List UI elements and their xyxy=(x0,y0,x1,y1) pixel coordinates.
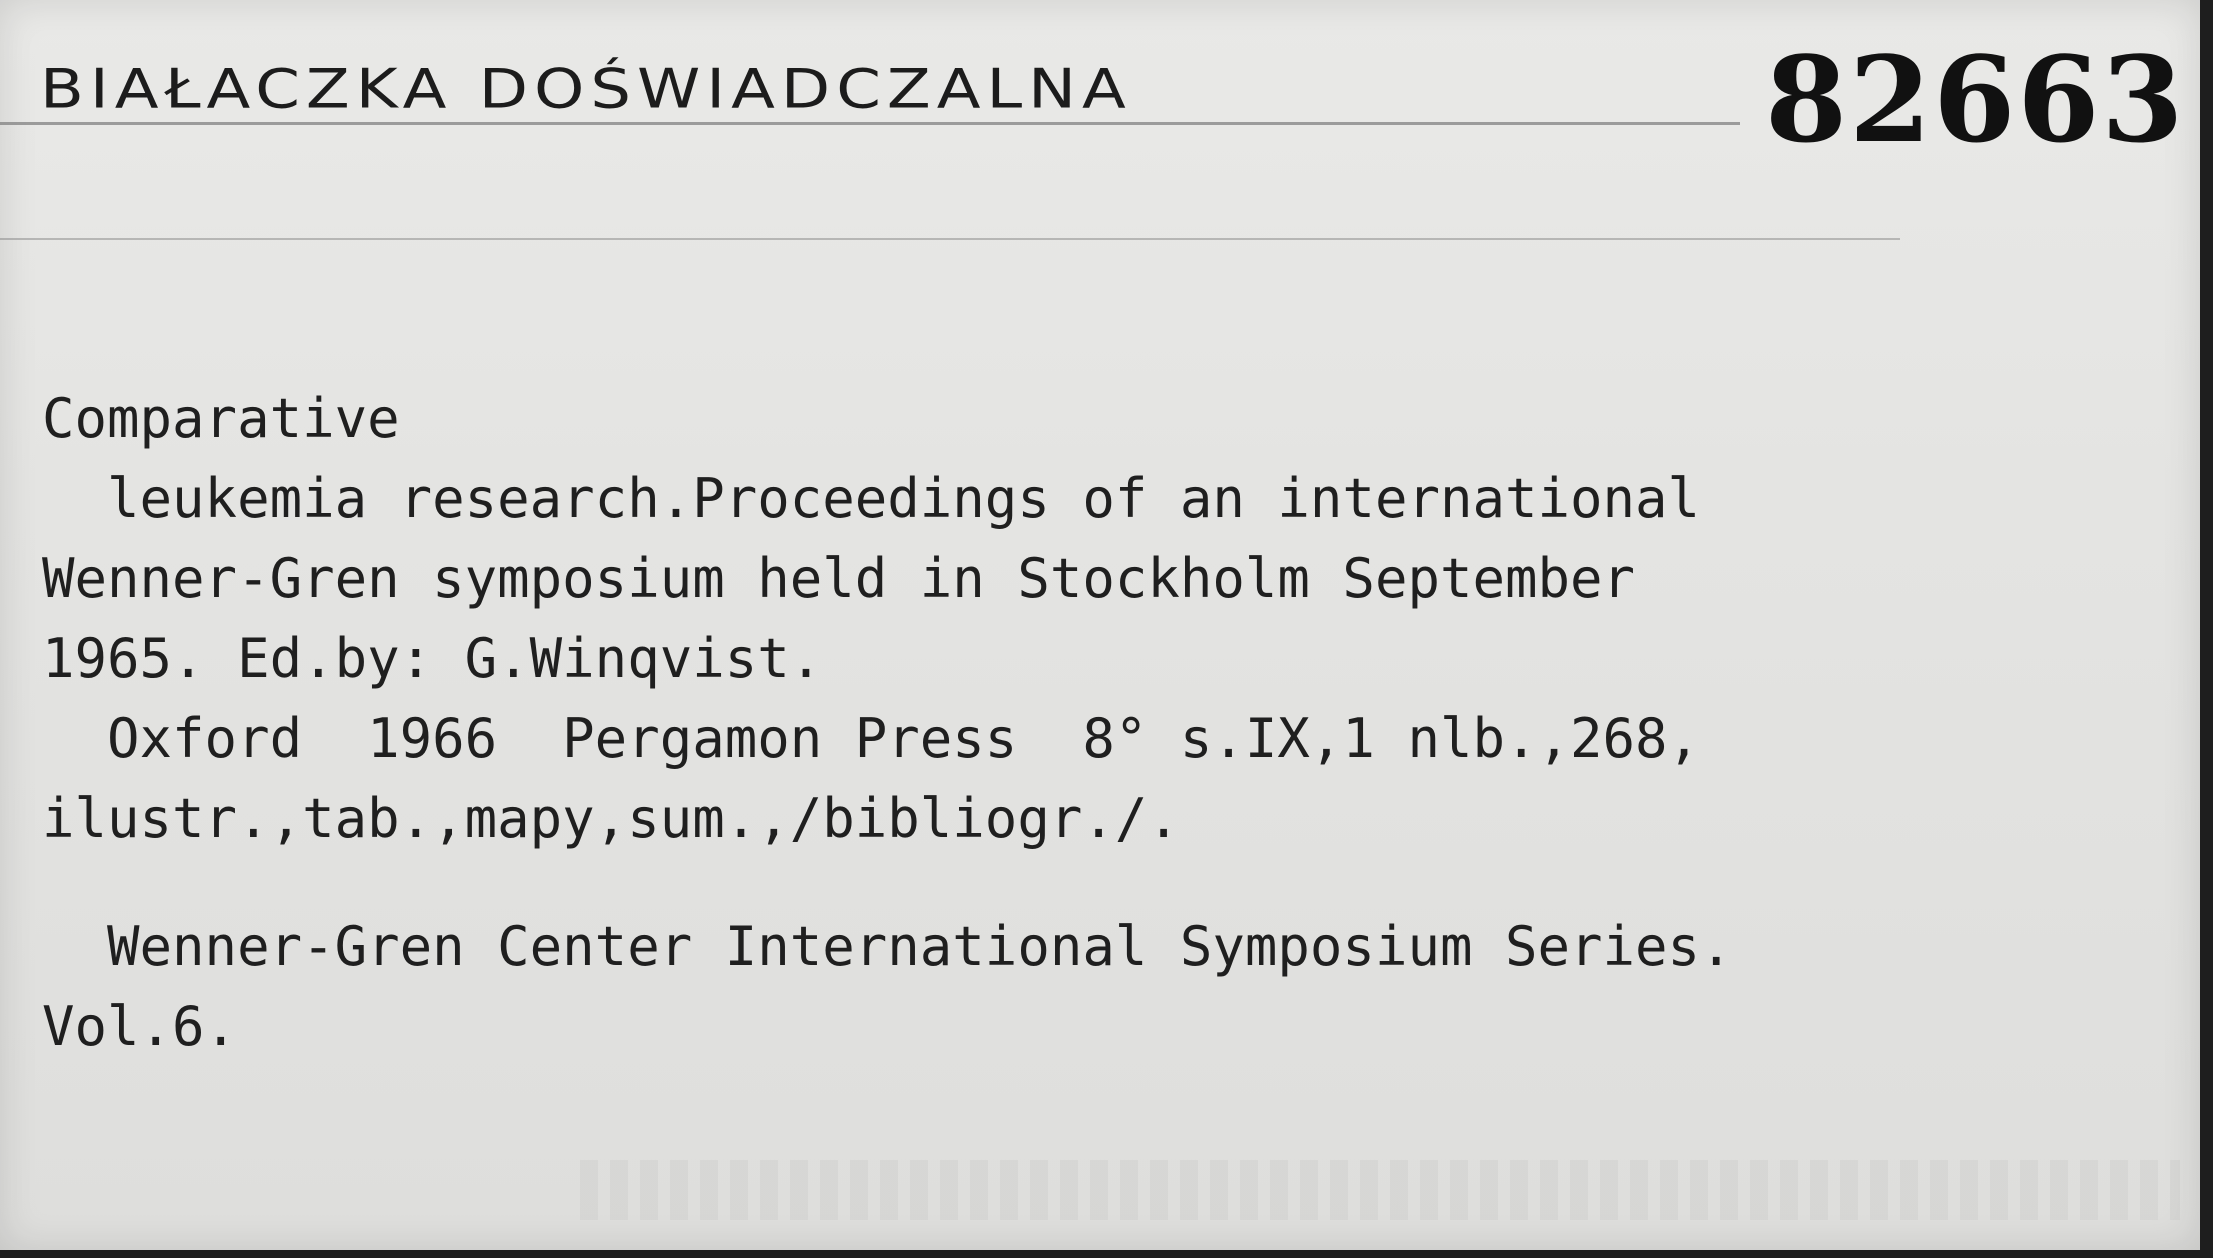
entry-line: ilustr.,tab.,mapy,sum.,/bibliogr./. xyxy=(42,787,1180,850)
entry-line: leukemia research.Proceedings of an international xyxy=(42,467,1701,530)
entry-line: Vol.6. xyxy=(42,995,238,1058)
catalog-number: 82663 xyxy=(1765,30,2186,169)
entry-line: Comparative xyxy=(42,387,400,450)
card-edge-right xyxy=(2200,0,2213,1258)
card-edge-bottom xyxy=(0,1250,2213,1258)
faint-rule xyxy=(0,238,1900,240)
subject-heading: BIAŁACZKA DOŚWIADCZALNA xyxy=(40,58,1132,121)
entry-line: Oxford 1966 Pergamon Press 8° s.IX,1 nlb.,268, xyxy=(42,707,1701,770)
faded-stamp-bleed xyxy=(580,1160,2180,1220)
entry-line: Wenner-Gren symposium held in Stockholm September xyxy=(42,547,1636,610)
entry-line: 1965. Ed.by: G.Winqvist. xyxy=(42,627,823,690)
heading-rule xyxy=(0,122,1740,125)
entry-line: Wenner-Gren Center International Symposium Series. xyxy=(42,915,1733,978)
